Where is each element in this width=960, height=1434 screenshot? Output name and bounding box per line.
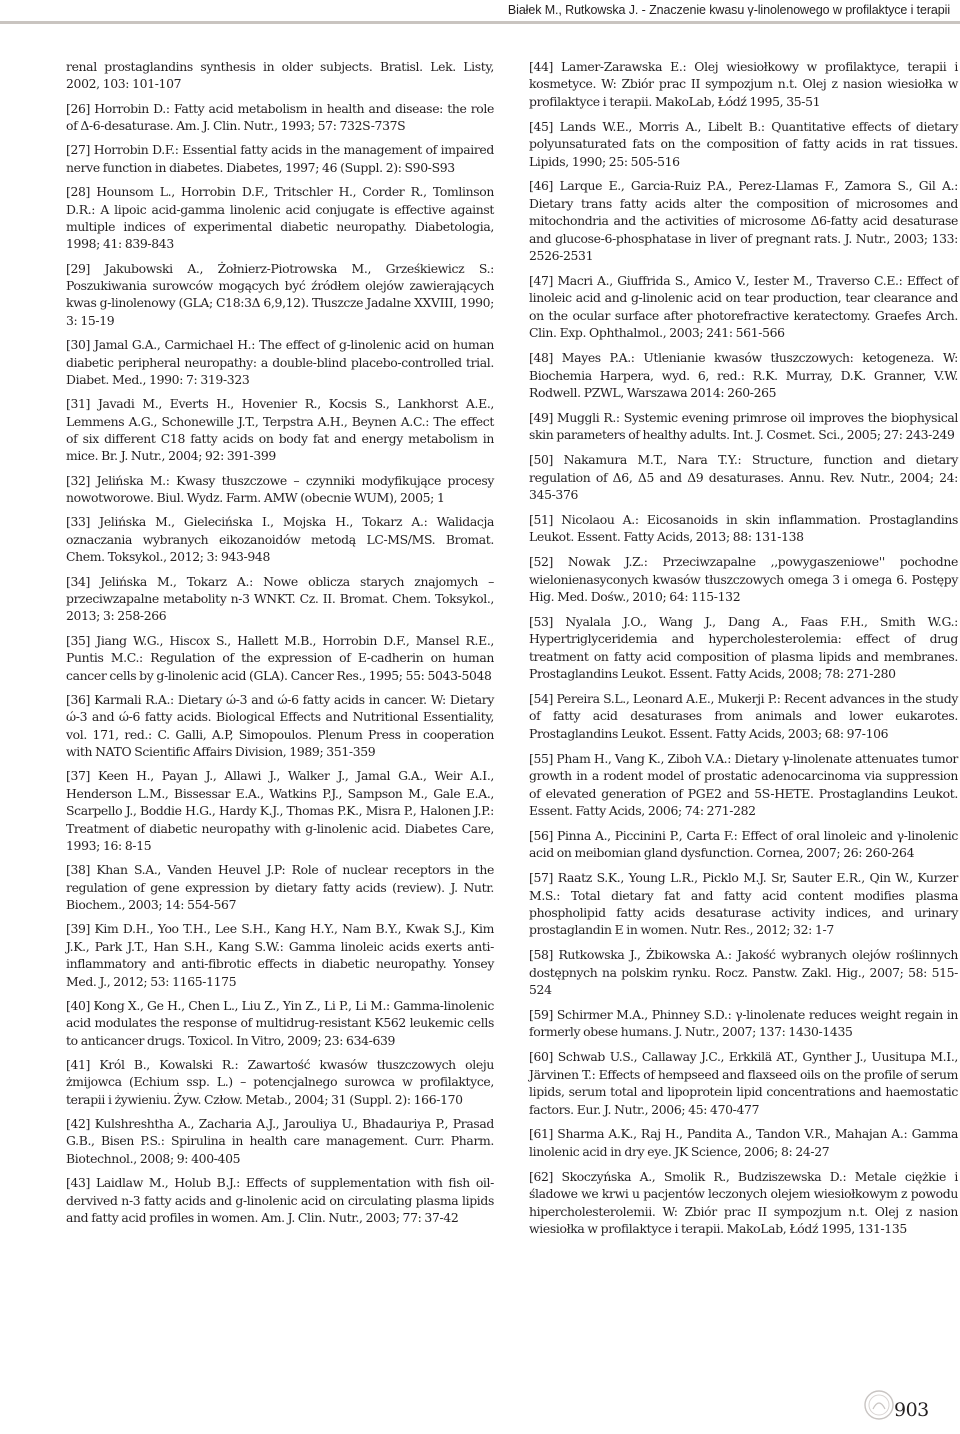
reference-item: [61] Sharma A.K., Raj H., Pandita A., Tandon V.R., Mahajan A.: Gamma linolenic acid in dry eye. JK Science, 2006; 8: 24-27 bbox=[529, 1126, 958, 1159]
references-right-column bbox=[529, 58, 958, 1245]
reference-item: [56] Pinna A., Piccinini P., Carta F.: Effect of oral linoleic and γ-linolenic acid on meibomian gland dysfunction. Cornea, 2007; 26: 260-264 bbox=[529, 827, 958, 861]
reference-item: [43] Laidlaw M., Holub B.J.: Effects of supplementation with fish oil-dervived n-3 fatty acids and g-linolenic acid on circulating plasma lipids and fatty acid profiles in women. Am. J. Clin. Nutr., 2003; 77: 37-42 bbox=[66, 1175, 494, 1225]
reference-item: [31] Javadi M., Everts H., Hovenier R., Kocsis S., Lankhorst A.E., Lemmens A.G., Schonewille J.T., Terpstra A.H., Beynen A.C.: The effect of six different C18 fatty acids on body fat and energy metabolism in mice. Br. J. Nutr., 2004; 92: 391-399 bbox=[66, 396, 494, 464]
reference-item: [34] Jelińska M., Tokarz A.: Nowe oblicza starych znajomych – przeciwzapalne metabolity n-3 WNKT. Cz. II. Bromat. Chem. Toksykol., 2013; 3: 258-266 bbox=[66, 573, 494, 624]
reference-item: [45] Lands W.E., Morris A., Libelt B.: Quantitative effects of dietary polyunsaturated fats on the composition of fatty acids in rat tissues. Lipids, 1990; 25: 505-516 bbox=[529, 118, 958, 169]
reference-item: [47] Macri A., Giuffrida S., Amico V., Iester M., Traverso C.E.: Effect of linoleic acid and g-linolenic acid on tear production, tear clearance and on the ocular surface after photorefractive keratectomy. Graefes Arch. Clin. Exp. Ophthalmol., 2003; 241: 561-566 bbox=[529, 272, 958, 341]
reference-item: renal prostaglandins synthesis in older subjects. Bratisl. Lek. Listy, 2002, 103: 101-107 bbox=[66, 59, 494, 92]
reference-item: [51] Nicolaou A.: Eicosanoids in skin inflammation. Prostaglandins Leukot. Essent. Fatty Acids, 2013; 88: 131-138 bbox=[529, 511, 958, 545]
header-rule bbox=[0, 21, 960, 24]
reference-item: [55] Pham H., Vang K., Ziboh V.A.: Dietary γ-linolenate attenuates tumor growth in a rodent model of prostatic adenocarcinoma via suppression of elevated generation of PGE2 and 5S-HETE. Prostaglandins Leukot. Essent. Fatty Acids, 2006; 74: 271-282 bbox=[529, 750, 958, 818]
reference-item: [42] Kulshreshtha A., Zacharia A.J., Jarouliya U., Bhadauriya P., Prasad G.B., Bisen P.S.: Spirulina in health care management. Curr. Pharm. Biotechnol., 2008; 9: 400-405 bbox=[66, 1116, 494, 1166]
reference-item: [53] Nyalala J.O., Wang J., Dang A., Faas F.H., Smith W.G.: Hypertriglyceridemia and hypercholesterolemia: effect of drug treatment on fatty acid composition of plasma lipids and membranes. Prostaglandins Leukot. Essent. Fatty Acids, 2008; 78: 271-280 bbox=[529, 613, 958, 682]
reference-item: [54] Pereira S.L., Leonard A.E., Mukerji P.: Recent advances in the study of fatty acid desaturases from animals and lower eukarotes. Prostaglandins Leukot. Essent. Fatty Acids, 2003; 68: 97-106 bbox=[529, 691, 958, 741]
reference-item: [46] Larque E., Garcia-Ruiz P.A., Perez-Llamas F., Zamora S., Gil A.: Dietary trans fatty acids alter the composition of microsomes and mitochondria and the activities of microsome Δ6-fatty acid desaturase and glucose-6-phosphatase in liver of pregnant rats. J. Nutr., 2003; 133: 2526-2531 bbox=[529, 178, 958, 264]
reference-item: [59] Schirmer M.A., Phinney S.D.: γ-linolenate reduces weight regain in formerly obese humans. J. Nutr., 2007; 137: 1430-1435 bbox=[529, 1007, 958, 1040]
reference-item: [39] Kim D.H., Yoo T.H., Lee S.H., Kang H.Y., Nam B.Y., Kwak S.J., Kim J.K., Park J.T., Han S.H., Kang S.W.: Gamma linoleic acids exerts anti-inflammatory and anti-fibrotic effects in diabetic neuropathy. Yonsey Med. J., 2012; 53: 1165-1175 bbox=[66, 921, 494, 989]
reference-item: [30] Jamal G.A., Carmichael H.: The effect of g-linolenic acid on human diabetic peripheral neuropathy: a double-blind placebo-controlled trial. Diabet. Med., 1990: 7: 319-323 bbox=[66, 337, 494, 387]
reference-item: [41] Król B., Kowalski R.: Zawartość kwasów tłuszczowych oleju żmijowca (Echium ssp. L.) – potencjalnego surowca w profilaktyce, terapii i żywieniu. Żyw. Człow. Metab., 2004; 31 (Suppl. 2): 166-170 bbox=[66, 1056, 494, 1107]
reference-item: [60] Schwab U.S., Callaway J.C., Erkkilä AT., Gynther J., Uusitupa M.I., Järvinen T.: Effects of hempseed and flaxseed oils on the profile of serum lipids, serum total and lipoprotein lipid concentrations and haemostatic factors. Eur. J. Nutr., 2006; 45: 470-477 bbox=[529, 1049, 958, 1117]
reference-item: [26] Horrobin D.: Fatty acid metabolism in health and disease: the role of Δ-6-desaturase. Am. J. Clin. Nutr., 1993; 57: 732S-737S bbox=[66, 100, 494, 134]
reference-item: [62] Skoczyńska A., Smolik R., Budziszewska D.: Metale ciężkie i śladowe we krwi u pacjentów leczonych olejem wiesiołkowym z powodu hipercholesterolemii. W: Zbiór prac II sympozjum n.t. Olej z nasion wiesiołka w profilaktyce i terapii. MakoLab, Łódź 1995, 131-135 bbox=[529, 1168, 958, 1236]
reference-item: [35] Jiang W.G., Hiscox S., Hallett M.B., Horrobin D.F., Mansel R.E., Puntis M.C.: Regulation of the expression of E-cadherin on human cancer cells by g-linolenic acid (GLA). Cancer Res., 1995; 55: 5043-5048 bbox=[66, 632, 494, 683]
reference-item: [27] Horrobin D.F.: Essential fatty acids in the management of impaired nerve function in diabetes. Diabetes, 1997; 46 (Suppl. 2): S90-S93 bbox=[66, 142, 494, 175]
reference-item: [57] Raatz S.K., Young L.R., Picklo M.J. Sr, Sauter E.R., Qin W., Kurzer M.S.: Total dietary fat and fatty acid content modifies plasma phospholipid fatty acids desaturase activity indices, and urinary prostaglandin E in women. Nutr. Res., 2012; 32: 1-7 bbox=[529, 870, 958, 938]
reference-item: [49] Muggli R.: Systemic evening primrose oil improves the biophysical skin parameters of healthy adults. Int. J. Cosmet. Sci., 2005; 27: 243-249 bbox=[529, 409, 958, 443]
page-number: 903 bbox=[894, 1399, 929, 1421]
reference-item: [33] Jelińska M., Gielecińska I., Mojska H., Tokarz A.: Walidacja oznaczania wybranych eikozanoidów metodą LC-MS/MS. Bromat. Chem. Toksykol., 2012; 3: 943-948 bbox=[66, 514, 494, 565]
reference-item: [32] Jelińska M.: Kwasy tłuszczowe – czynniki modyfikujące procesy nowotworowe. Biul. Wydz. Farm. AMW (obecnie WUM), 2005; 1 bbox=[66, 472, 494, 506]
reference-item: [44] Lamer-Zarawska E.: Olej wiesiołkowy w profilaktyce, terapii i kosmetyce. W: Zbiór prac II sympozjum n.t. Olej z nasion wiesiołka w profilaktyce i terapii. MakoLab, Łódź 1995, 35-51 bbox=[529, 59, 958, 109]
reference-item: [40] Kong X., Ge H., Chen L., Liu Z., Yin Z., Li P., Li M.: Gamma-linolenic acid modulates the response of multidrug-resistant K562 leukemic cells to anticancer drugs. Toxicol. In Vitro, 2009; 23: 634-639 bbox=[66, 997, 494, 1048]
reference-item: [52] Nowak J.Z.: Przeciwzapalne ,,powygaszeniowe'' pochodne wielonienasyconych kwasów tłuszczowych omega 3 i omega 6. Postępy Hig. Med. Dośw., 2010; 64: 115-132 bbox=[529, 554, 958, 604]
reference-item: [36] Karmali R.A.: Dietary ώ-3 and ώ-6 fatty acids in cancer. W: Dietary ώ-3 and ώ-6 fatty acids. Biological Effects and Nutritional Essentiality, vol. 171, red.: C. Galli, A.P, Simopoulos. Plenum Press in cooperation with NATO Scientific Affairs Division, 1989; 351-359 bbox=[66, 691, 494, 760]
reference-item: [50] Nakamura M.T., Nara T.Y.: Structure, function and dietary regulation of Δ6, Δ5 and Δ9 desaturases. Annu. Rev. Nutr., 2004; 24: 345-376 bbox=[529, 452, 958, 502]
reference-item: [37] Keen H., Payan J., Allawi J., Walker J., Jamal G.A., Weir A.I., Henderson L.M., Bissessar E.A., Watkins P.J., Sampson M., Gale E.A., Scarpello J., Boddie H.G., Hardy K.J., Thomas P.K., Misra P., Halonen J.P.: Treatment of diabetic neuropathy with g-linolenic acid. Diabetes Care, 1993; 16: 8-15 bbox=[66, 768, 494, 853]
reference-item: [38] Khan S.A., Vanden Heuvel J.P: Role of nuclear receptors in the regulation of gene expression by dietary fatty acids (review). J. Nutr. Biochem., 2003; 14: 554-567 bbox=[66, 862, 494, 913]
publisher-logo-icon bbox=[862, 1388, 896, 1422]
references-left-column bbox=[66, 58, 494, 1233]
running-header: Białek M., Rutkowska J. - Znaczenie kwasu γ-linolenowego w profilaktyce i terapii bbox=[507, 3, 950, 17]
reference-item: [28] Hounsom L., Horrobin D.F., Tritschler H., Corder R., Tomlinson D.R.: A lipoic acid-gamma linolenic acid conjugate is effective against multiple indices of experimental diabetic neuropathy. Diabetologia, 1998; 41: 839-843 bbox=[66, 184, 494, 252]
reference-item: [29] Jakubowski A., Żołnierz-Piotrowska M., Grześkiewicz S.: Poszukiwania surowców mogących być źródłem olejów zawierających kwas g-linolenowy (GLA; C18:3Δ 6,9,12). Tłuszcze Jadalne XXVIII, 1990; 3: 15-19 bbox=[66, 260, 494, 328]
reference-item: [48] Mayes P.A.: Utlenianie kwasów tłuszczowych: ketogeneza. W: Biochemia Harpera, wyd. 6, red.: R.K. Murray, D.K. Granner, V.W. Rodwell. PZWL, Warszawa 2014: 260-265 bbox=[529, 350, 958, 400]
reference-item: [58] Rutkowska J., Żbikowska A.: Jakość wybranych olejów roślinnych dostępnych na polskim rynku. Rocz. Panstw. Zakl. Hig., 2007; 58: 515-524 bbox=[529, 947, 958, 998]
